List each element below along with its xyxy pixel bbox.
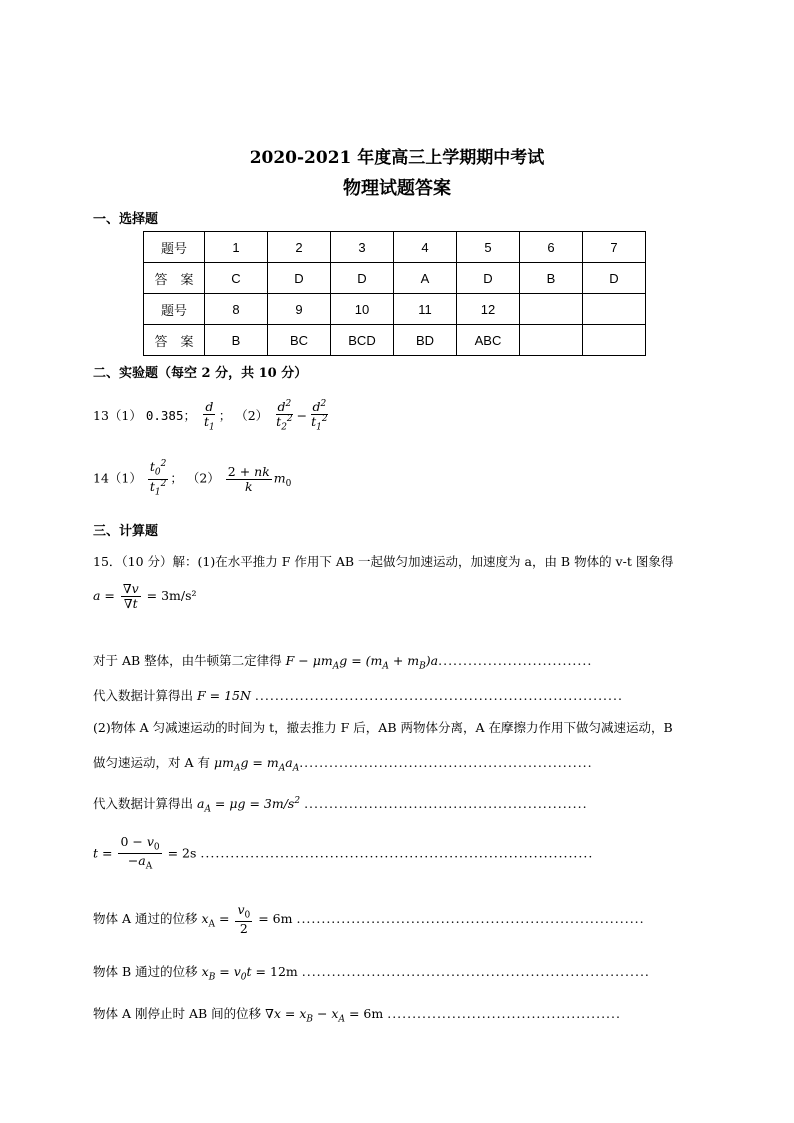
eq-a-fraction: $\frac{\nabla v}{\nabla t}$ bbox=[122, 581, 139, 611]
aA-equation: $\mu m_Ag = m_Aa_A$ bbox=[213, 755, 300, 774]
table-cell: 1 bbox=[205, 232, 268, 263]
eq-a-value: = 3m/s² bbox=[146, 587, 197, 603]
table-row bbox=[144, 263, 646, 294]
q14-fraction-1: $\frac{t_0^2}{t_1^2}$ bbox=[149, 459, 167, 498]
table-cell: 8 bbox=[205, 294, 268, 325]
q13-part2: （2） bbox=[235, 408, 269, 424]
newton-text: 对于 AB 整体，由牛顿第二定律得 bbox=[93, 653, 282, 668]
xB-text: 物体 B 通过的位移 bbox=[93, 964, 198, 979]
q13-line: 13（1） 0.385； $\frac{d}{t_1}$ ； （2） $\frac{d^2}{t_2^2}$ − $\frac{d^2}{t_1^2}$ bbox=[93, 399, 328, 433]
table-cell: A bbox=[394, 263, 457, 294]
table-cell: 9 bbox=[268, 294, 331, 325]
table-cell: B bbox=[205, 325, 268, 356]
table-cell bbox=[583, 294, 646, 325]
table-row-header: 题号 bbox=[144, 294, 205, 325]
table-cell: 2 bbox=[268, 232, 331, 263]
table-cell: 12 bbox=[457, 294, 520, 325]
q15-intro: 15．（10 分）解：(1)在水平推力 F 作用下 AB 一起做匀加速运动，加速度为 a，由 B 物体的 v-t 图象得 bbox=[93, 554, 674, 569]
part2-line-b: 做匀速运动，对 A 有 $\mu m_Ag = m_Aa_A$........................................................... bbox=[93, 755, 593, 774]
table-row bbox=[144, 232, 646, 263]
part2-line-a: (2)物体 A 匀减速运动的时间为 t，撤去推力 F 后，AB 两物体分离，A 在摩擦力作用下做匀减速运动，B bbox=[93, 720, 673, 735]
table-cell bbox=[520, 325, 583, 356]
f-line: 代入数据计算得出 F = 15N .......................................................................... bbox=[93, 688, 623, 703]
section-choice-heading: 一、选择题 bbox=[93, 212, 159, 227]
table-cell: D bbox=[268, 263, 331, 294]
part2-text-b: 做匀速运动，对 A 有 bbox=[93, 755, 210, 770]
dx-text: 物体 A 刚停止时 AB 间的位移 bbox=[93, 1006, 262, 1021]
newton-line: 对于 AB 整体，由牛顿第二定律得 $F - \mu m_Ag = (m_A + m_B)a$............................... bbox=[93, 653, 593, 672]
table-cell: D bbox=[583, 263, 646, 294]
table-cell: 3 bbox=[331, 232, 394, 263]
table-cell: 10 bbox=[331, 294, 394, 325]
t-value: = 2s bbox=[167, 845, 197, 861]
q14-fraction-2: $\frac{2 + nk}{k}$ bbox=[227, 463, 270, 494]
table-cell: 6 bbox=[520, 232, 583, 263]
table-row bbox=[144, 325, 646, 356]
section-calc-heading: 三、计算题 bbox=[93, 524, 159, 539]
table-cell bbox=[583, 325, 646, 356]
xA-value: = 6m bbox=[258, 911, 293, 927]
aA-value-equation: $a_A = \mu g = 3m/s^2$ bbox=[197, 795, 301, 815]
xB-value: = 12m bbox=[255, 964, 298, 979]
newton-equation: $F - \mu m_Ag = (m_A + m_B)a$ bbox=[285, 653, 439, 672]
table-row-header: 答 案 bbox=[144, 325, 205, 356]
table-row bbox=[144, 294, 646, 325]
t-line: t = $\frac{0 - v_0}{-a_A}$ = 2s ............................................................................... bbox=[93, 834, 594, 872]
table-cell: C bbox=[205, 263, 268, 294]
table-cell: BD bbox=[394, 325, 457, 356]
table-row-header: 题号 bbox=[144, 232, 205, 263]
table-cell: BCD bbox=[331, 325, 394, 356]
xA-fraction: $\frac{v_0}{2}$ bbox=[237, 902, 251, 937]
f-text: 代入数据计算得出 bbox=[93, 688, 194, 703]
table-cell: 7 bbox=[583, 232, 646, 263]
section-experiment-heading: 二、实验题（每空 2 分，共 10 分） bbox=[93, 366, 308, 381]
table-cell: 5 bbox=[457, 232, 520, 263]
table-cell: 11 bbox=[394, 294, 457, 325]
f-equation: F = 15N bbox=[197, 688, 251, 703]
t-fraction: $\frac{0 - v_0}{-a_A}$ bbox=[120, 834, 160, 872]
table-row-header: 答 案 bbox=[144, 263, 205, 294]
q14-prefix: 14（1） bbox=[93, 470, 142, 486]
page-subtitle: 物理试题答案 bbox=[343, 178, 451, 199]
q13-fraction-2: $\frac{d^2}{t_2^2}$ bbox=[276, 399, 293, 433]
aA-text: 代入数据计算得出 bbox=[93, 796, 194, 811]
table-cell: D bbox=[457, 263, 520, 294]
q14-line: 14（1） $\frac{t_0^2}{t_1^2}$ ； （2） $\frac{2 + nk}{k}$ $m_0$ bbox=[93, 459, 292, 498]
answer-table bbox=[143, 231, 646, 356]
xA-line: 物体 A 通过的位移 $x_A$ = $\frac{v_0}{2}$ = 6m ...................................................................... bbox=[93, 902, 645, 937]
q14-part2: （2） bbox=[186, 470, 220, 486]
table-cell: B bbox=[520, 263, 583, 294]
q13-prefix: 13（1） bbox=[93, 408, 142, 424]
xB-line: 物体 B 通过的位移 $x_B = v_0t = 12m$ ...................................................................... bbox=[93, 964, 650, 983]
q13-value: 0.385； bbox=[145, 408, 196, 424]
eq-a-line: a = $\frac{\nabla v}{\nabla t}$ = 3m/s² bbox=[93, 581, 197, 611]
table-cell: ABC bbox=[457, 325, 520, 356]
q13-fraction-1: $\frac{d}{t_1}$ bbox=[203, 399, 215, 433]
aA-line: 代入数据计算得出 $a_A = \mu g = 3m/s^2$ ......................................................... bbox=[93, 795, 588, 815]
q14-sep: ； bbox=[170, 470, 183, 486]
dx-value: = 6m bbox=[348, 1006, 384, 1021]
xA-text: 物体 A 通过的位移 bbox=[93, 911, 198, 927]
dx-line: 物体 A 刚停止时 AB 间的位移 $\nabla x = x_B - x_A = 6m$ ............................................... bbox=[93, 1006, 621, 1025]
table-cell bbox=[520, 294, 583, 325]
q13-fraction-3: $\frac{d^2}{t_1^2}$ bbox=[311, 399, 328, 433]
page-title: 2020-2021 年度高三上学期期中考试 bbox=[249, 148, 545, 168]
table-cell: 4 bbox=[394, 232, 457, 263]
table-cell: D bbox=[331, 263, 394, 294]
table-cell: BC bbox=[268, 325, 331, 356]
